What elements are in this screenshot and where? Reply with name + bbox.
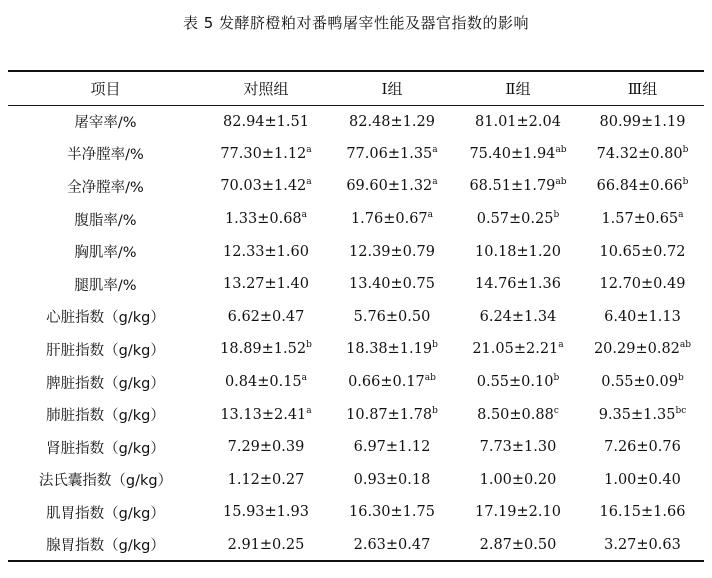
row-label: 心脏指数（g/kg） xyxy=(46,310,165,327)
cell-value: 81.01±2.04 xyxy=(475,113,561,130)
cell-value: 12.33±1.60 xyxy=(223,243,309,260)
table-cell xyxy=(203,301,329,334)
table-cell xyxy=(581,464,704,497)
cell-value: 0.93±0.18 xyxy=(353,471,431,488)
table-cell xyxy=(455,366,581,399)
cell-value: 21.05±2.21 xyxy=(472,341,559,358)
cell-value: 2.87±0.50 xyxy=(479,536,557,553)
cell-value: 10.18±1.20 xyxy=(475,243,561,260)
cell-value: 74.32±0.80 xyxy=(596,145,683,162)
cell-value: 77.06±1.35 xyxy=(346,145,433,162)
table-row xyxy=(8,105,704,138)
table-cell xyxy=(203,366,329,399)
cell-value: 9.35±1.35 xyxy=(598,406,676,423)
cell-value: 1.76±0.67 xyxy=(350,211,428,228)
cell-value: 17.19±2.10 xyxy=(475,504,561,521)
significance-letter: c xyxy=(553,405,559,416)
significance-letter: ab xyxy=(555,144,567,155)
cell-value: 68.51±1.79 xyxy=(469,178,556,195)
table-cell xyxy=(455,431,581,464)
cell-value: 7.29±0.39 xyxy=(227,439,305,456)
table-cell xyxy=(203,398,329,431)
significance-letter: a xyxy=(427,210,434,221)
cell-value: 1.00±0.40 xyxy=(604,471,681,488)
cell-value: 1.57±0.65 xyxy=(601,211,679,228)
cell-value: 20.29±0.82 xyxy=(593,341,680,358)
table-cell xyxy=(329,105,455,138)
significance-letter: a xyxy=(301,210,308,221)
significance-letter: a xyxy=(558,340,564,351)
header-item: 项目 xyxy=(90,79,121,98)
table-cell xyxy=(203,235,329,268)
significance-letter: b xyxy=(553,210,560,221)
table-cell xyxy=(455,138,581,171)
table-cell xyxy=(203,105,329,138)
significance-letter: a xyxy=(306,177,312,188)
cell-value: 15.93±1.93 xyxy=(223,504,309,521)
cell-value: 82.94±1.51 xyxy=(223,113,309,130)
table-row xyxy=(8,496,704,529)
data-table xyxy=(8,70,704,562)
cell-value: 16.30±1.75 xyxy=(349,504,435,521)
cell-value: 14.76±1.36 xyxy=(475,276,561,293)
cell-value: 70.03±1.42 xyxy=(220,178,307,195)
cell-value: 12.39±0.79 xyxy=(349,243,435,260)
table-row xyxy=(8,301,704,334)
table-cell xyxy=(203,496,329,529)
significance-letter: b xyxy=(553,373,560,384)
significance-letter: b xyxy=(432,405,438,416)
cell-value: 82.48±1.29 xyxy=(349,113,435,130)
table-row xyxy=(8,333,704,366)
row-label: 半净膛率/% xyxy=(67,147,144,164)
table-row xyxy=(8,464,704,497)
significance-letter: a xyxy=(678,210,684,221)
cell-value: 7.73±1.30 xyxy=(479,439,557,456)
table-body xyxy=(8,105,704,561)
table-row xyxy=(8,235,704,268)
table-cell xyxy=(203,464,329,497)
row-label: 腺胃指数（g/kg） xyxy=(46,538,165,555)
table-cell xyxy=(455,301,581,334)
table-cell xyxy=(203,203,329,236)
table-row xyxy=(8,203,704,236)
table-cell xyxy=(581,235,704,268)
cell-value: 3.27±0.63 xyxy=(604,536,681,553)
significance-letter: b xyxy=(306,340,312,351)
cell-value: 13.13±2.41 xyxy=(220,406,307,423)
significance-letter: b xyxy=(682,177,689,188)
row-label: 肺脏指数（g/kg） xyxy=(46,408,165,425)
significance-letter: b xyxy=(432,340,438,351)
cell-value: 10.87±1.78 xyxy=(346,406,433,423)
table-cell xyxy=(581,333,704,366)
table-cell xyxy=(581,105,704,138)
table-cell xyxy=(329,235,455,268)
table-cell xyxy=(329,170,455,203)
cell-value: 69.60±1.32 xyxy=(346,178,433,195)
table-cell xyxy=(581,268,704,301)
cell-value: 16.15±1.66 xyxy=(599,504,686,521)
cell-value: 0.66±0.17 xyxy=(348,374,425,391)
cell-value: 6.97±1.12 xyxy=(353,439,431,456)
row-label: 胸肌率/% xyxy=(74,245,137,262)
table-cell xyxy=(329,138,455,171)
table-cell xyxy=(581,366,704,399)
header-group-3: Ⅲ组 xyxy=(627,79,658,98)
cell-value: 77.30±1.12 xyxy=(220,145,307,162)
table-row xyxy=(8,366,704,399)
row-label: 腿肌率/% xyxy=(74,277,137,294)
table-cell xyxy=(329,301,455,334)
cell-value: 6.24±1.34 xyxy=(479,308,557,325)
table-cell xyxy=(581,170,704,203)
row-label: 肌胃指数（g/kg） xyxy=(46,505,165,522)
header-group-2: Ⅱ组 xyxy=(505,79,531,98)
cell-value: 8.50±0.88 xyxy=(477,406,554,423)
cell-value: 18.38±1.19 xyxy=(346,341,433,358)
table-cell xyxy=(581,301,704,334)
table-cell xyxy=(329,268,455,301)
row-label: 屠宰率/% xyxy=(74,115,137,132)
table-cell xyxy=(581,496,704,529)
table-cell xyxy=(203,170,329,203)
table-cell xyxy=(203,333,329,366)
significance-letter: a xyxy=(432,144,438,155)
table-cell xyxy=(455,496,581,529)
significance-letter: a xyxy=(301,373,308,384)
table-row xyxy=(8,431,704,464)
row-label: 脾脏指数（g/kg） xyxy=(46,375,165,392)
cell-value: 0.55±0.10 xyxy=(476,374,554,391)
table-cell xyxy=(329,398,455,431)
table-row xyxy=(8,268,704,301)
table-cell xyxy=(581,203,704,236)
row-label: 全净膛率/% xyxy=(67,179,144,196)
header-group-1: Ⅰ组 xyxy=(381,79,403,98)
significance-letter: b xyxy=(677,373,684,384)
table-cell xyxy=(455,529,581,562)
table-cell xyxy=(455,235,581,268)
significance-letter: ab xyxy=(555,177,567,188)
table-row xyxy=(8,138,704,171)
row-label: 法氏囊指数（g/kg） xyxy=(38,473,173,490)
significance-letter: a xyxy=(306,405,312,416)
table-cell xyxy=(581,138,704,171)
cell-value: 2.91±0.25 xyxy=(227,536,305,553)
table-caption: 表 5 发酵脐橙粕对番鸭屠宰性能及器官指数的影响 xyxy=(182,14,530,32)
table-cell xyxy=(329,366,455,399)
table-row xyxy=(8,398,704,431)
cell-value: 1.12±0.27 xyxy=(227,471,305,488)
cell-value: 6.62±0.47 xyxy=(227,308,305,325)
cell-value: 0.84±0.15 xyxy=(224,374,302,391)
cell-value: 13.40±0.75 xyxy=(349,276,435,293)
header-row xyxy=(8,71,704,105)
significance-letter: bc xyxy=(675,405,687,416)
significance-letter: ab xyxy=(679,340,692,351)
table-cell xyxy=(455,398,581,431)
row-label: 腹脂率/% xyxy=(74,212,137,229)
table-cell xyxy=(455,105,581,138)
row-label: 肾脏指数（g/kg） xyxy=(46,440,165,457)
cell-value: 0.57±0.25 xyxy=(476,211,554,228)
table-cell xyxy=(455,268,581,301)
table-cell xyxy=(329,464,455,497)
row-label: 肝脏指数（g/kg） xyxy=(46,342,165,359)
table-row xyxy=(8,529,704,562)
cell-value: 12.70±0.49 xyxy=(599,276,686,293)
significance-letter: ab xyxy=(424,373,436,384)
cell-value: 7.26±0.76 xyxy=(604,439,681,456)
cell-value: 13.27±1.40 xyxy=(223,276,309,293)
table-cell xyxy=(329,529,455,562)
cell-value: 75.40±1.94 xyxy=(469,145,556,162)
significance-letter: a xyxy=(432,177,438,188)
table-cell xyxy=(455,333,581,366)
cell-value: 1.00±0.20 xyxy=(479,471,557,488)
table-cell xyxy=(581,431,704,464)
table-cell xyxy=(581,398,704,431)
significance-letter: a xyxy=(306,144,312,155)
table-cell xyxy=(203,431,329,464)
table-cell xyxy=(329,333,455,366)
table-cell xyxy=(455,170,581,203)
table-cell xyxy=(455,203,581,236)
header-control: 对照组 xyxy=(243,79,289,98)
cell-value: 6.40±1.13 xyxy=(604,308,681,325)
table-row xyxy=(8,170,704,203)
cell-value: 66.84±0.66 xyxy=(596,178,683,195)
table-cell xyxy=(203,529,329,562)
cell-value: 18.89±1.52 xyxy=(220,341,307,358)
cell-value: 0.55±0.09 xyxy=(601,374,678,391)
table-cell xyxy=(203,138,329,171)
table-cell xyxy=(455,464,581,497)
table-cell xyxy=(581,529,704,562)
cell-value: 80.99±1.19 xyxy=(599,113,686,130)
cell-value: 10.65±0.72 xyxy=(599,243,686,260)
cell-value: 1.33±0.68 xyxy=(224,211,302,228)
cell-value: 2.63±0.47 xyxy=(353,536,431,553)
table-cell xyxy=(203,268,329,301)
table-cell xyxy=(329,431,455,464)
cell-value: 5.76±0.50 xyxy=(353,308,431,325)
significance-letter: b xyxy=(682,144,689,155)
table-cell xyxy=(329,203,455,236)
table-cell xyxy=(329,496,455,529)
